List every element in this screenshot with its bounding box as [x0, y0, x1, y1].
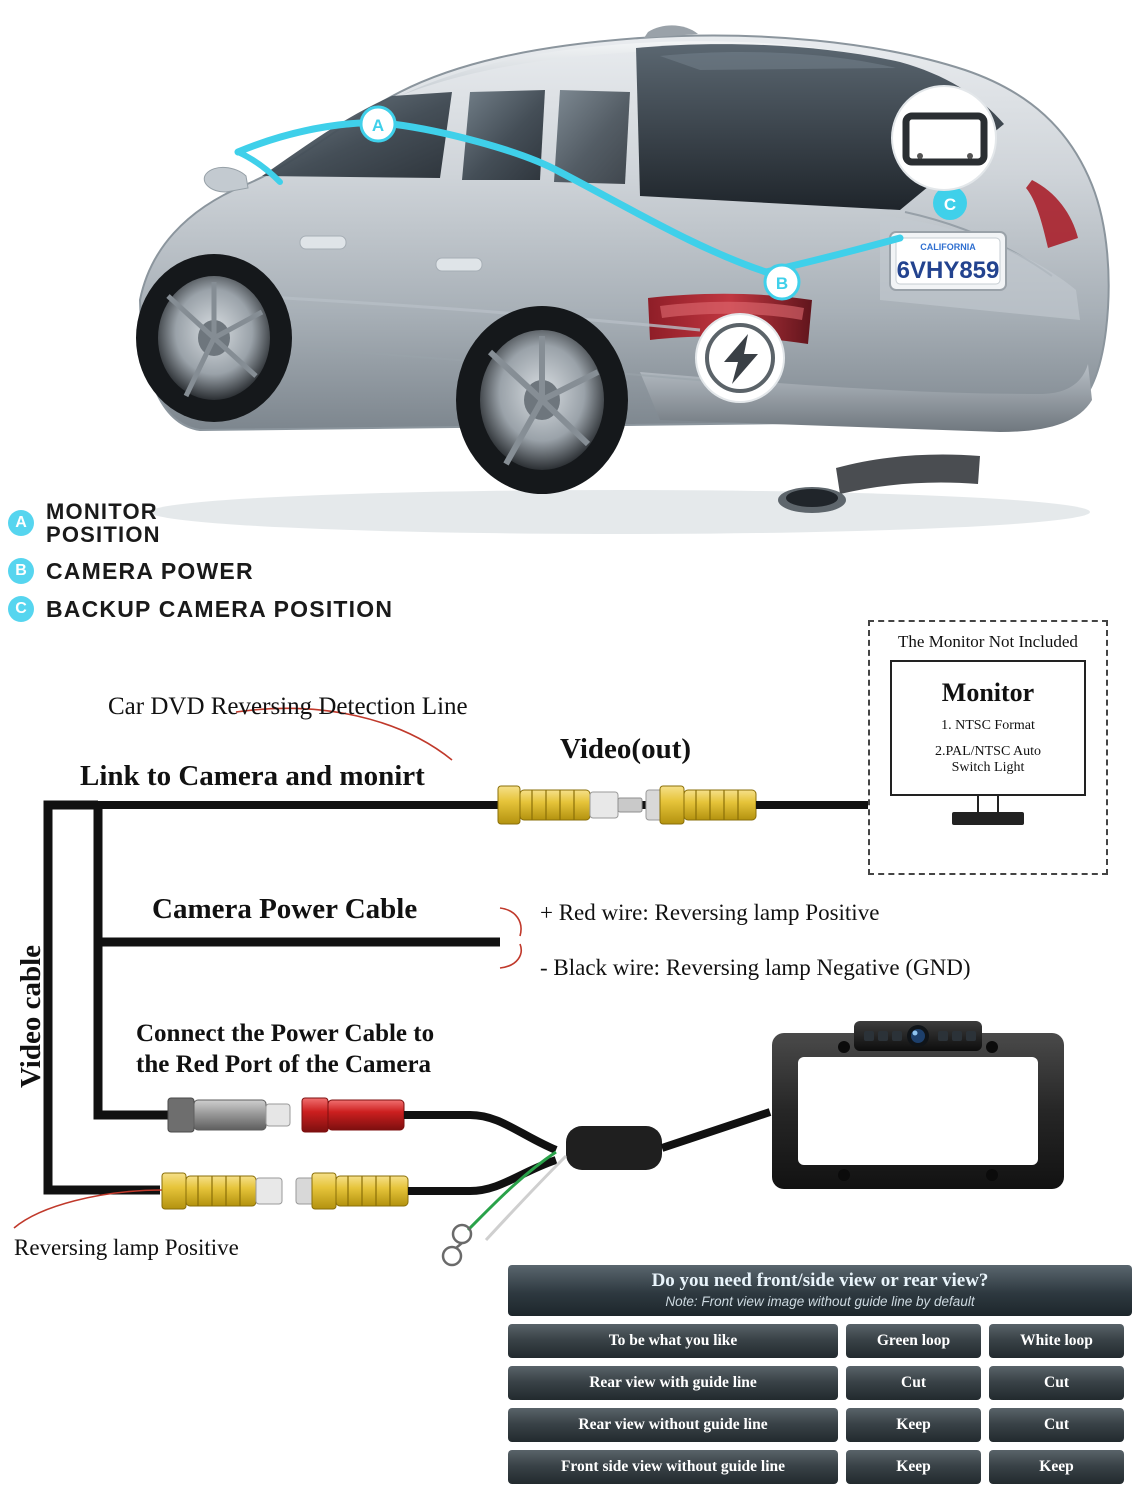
legend-label-monitor-position-line1: MONITOR — [46, 499, 158, 524]
monitor-spec-2 — [892, 744, 1084, 776]
loop-option-3: Front side view without guide line — [508, 1450, 838, 1484]
label-video-cable: Video cable — [15, 944, 48, 1089]
svg-text:6VHY859: 6VHY859 — [896, 257, 1000, 284]
legend-label-monitor-position — [46, 500, 161, 546]
car-illustration — [0, 0, 1144, 540]
grey-plug-connector — [168, 1098, 290, 1132]
monitor-spec-2-line2: Switch Light — [951, 760, 1025, 776]
legend-label-camera-power: CAMERA POWER — [46, 558, 254, 585]
loop-option-1: Rear view with guide line — [508, 1366, 838, 1400]
plate-frame-callout — [892, 86, 996, 190]
label-link-to-camera: Link to Camera and monirt — [80, 760, 425, 792]
monitor-spec-1: 1. NTSC Format — [941, 718, 1035, 733]
marker-c — [933, 186, 967, 220]
monitor-stand-neck — [977, 796, 999, 812]
marker-a — [361, 107, 395, 141]
loop-green-2: Keep — [846, 1408, 981, 1442]
legend-badge-a: A — [8, 510, 34, 536]
svg-text:CALIFORNIA: CALIFORNIA — [920, 242, 976, 252]
label-reversing-lamp-positive: Reversing lamp Positive — [14, 1235, 239, 1260]
loop-white-0: White loop — [989, 1324, 1124, 1358]
monitor-screen — [890, 660, 1086, 796]
loop-selection-table — [508, 1265, 1132, 1484]
label-detection-line: Car DVD Reversing Detection Line — [108, 693, 468, 720]
camera-junction-block — [566, 1112, 770, 1170]
loop-green-3: Keep — [846, 1450, 981, 1484]
loop-table-note: Note: Front view image without guide line by default — [665, 1294, 975, 1309]
label-red-wire: + Red wire: Reversing lamp Positive — [540, 900, 880, 925]
label-camera-power-cable: Camera Power Cable — [152, 893, 418, 925]
table-row — [508, 1366, 1132, 1400]
label-connect-power-line1: Connect the Power Cable to — [136, 1020, 435, 1047]
loop-table-title: Do you need front/side view or rear view? — [651, 1270, 989, 1291]
monitor-spec-2-line1: 2.PAL/NTSC Auto — [934, 744, 1042, 760]
loop-table-header — [508, 1265, 1132, 1316]
legend-item-backup-camera-position — [8, 596, 478, 622]
legend — [8, 500, 478, 634]
table-row — [508, 1450, 1132, 1484]
legend-item-monitor-position — [8, 500, 478, 546]
svg-text:C: C — [943, 195, 957, 214]
label-connect-power-line2: the Red Port of the Camera — [136, 1051, 432, 1078]
loop-option-2: Rear view without guide line — [508, 1408, 838, 1442]
monitor-title: Monitor — [941, 678, 1035, 707]
loop-white-3: Keep — [989, 1450, 1124, 1484]
yellow-plug-connector-a — [162, 1173, 282, 1209]
marker-b — [765, 265, 799, 299]
red-plug-connector — [302, 1098, 556, 1150]
legend-item-camera-power — [8, 558, 478, 584]
loop-white-1: Cut — [989, 1366, 1124, 1400]
license-plate-frame-camera — [768, 1021, 1068, 1201]
table-row — [508, 1324, 1132, 1358]
loop-green-0: Green loop — [846, 1324, 981, 1358]
svg-text:A: A — [371, 116, 385, 135]
rca-video-connector-right — [646, 786, 880, 824]
table-row — [508, 1408, 1132, 1442]
legend-label-backup-camera-position: BACKUP CAMERA POSITION — [46, 596, 394, 623]
svg-text:B: B — [775, 274, 789, 293]
power-callout — [696, 314, 784, 402]
yellow-plug-connector-b — [296, 1160, 556, 1209]
monitor-not-included-note: The Monitor Not Included — [898, 632, 1078, 651]
label-video-out: Video(out) — [560, 733, 692, 765]
monitor-stand-base — [952, 812, 1024, 825]
rca-video-connector-left — [498, 786, 642, 824]
loop-white-2: Cut — [989, 1408, 1124, 1442]
loop-green-1: Cut — [846, 1366, 981, 1400]
monitor-box — [868, 620, 1108, 875]
legend-badge-b: B — [8, 558, 34, 584]
loop-option-0: To be what you like — [508, 1324, 838, 1358]
legend-label-monitor-position-line2: POSITION — [46, 522, 161, 548]
legend-badge-c: C — [8, 596, 34, 622]
label-black-wire: - Black wire: Reversing lamp Negative (GND) — [540, 955, 971, 980]
